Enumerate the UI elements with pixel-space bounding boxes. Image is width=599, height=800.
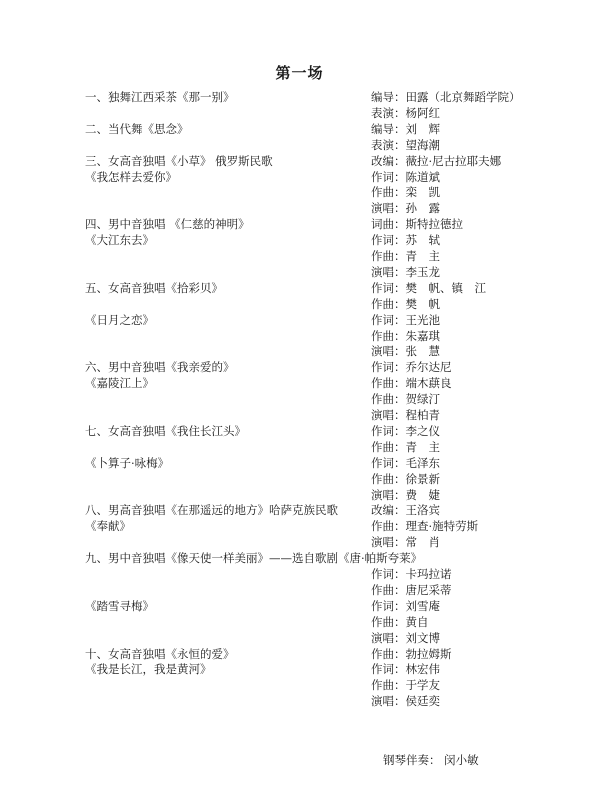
credit-line: 演唱：张 慧 xyxy=(371,344,440,359)
credit-line: 演唱：孙 露 xyxy=(371,201,440,216)
credit-line: 作词：李之仪 xyxy=(371,423,440,438)
credit-line: 作曲：徐景新 xyxy=(371,471,440,486)
credit-line: 编导：刘 辉 xyxy=(371,121,440,136)
program-item: 《奉献》 xyxy=(85,519,131,534)
program-item: 一、独舞江西采茶《那一别》 xyxy=(85,90,235,104)
credit-line: 作曲：勃拉姆斯 xyxy=(371,646,452,661)
credit-line: 作词：乔尔达尼 xyxy=(371,360,452,375)
credit-line: 作词：陈道斌 xyxy=(371,169,440,184)
program-item: 八、男高音独唱《在那遥远的地方》哈萨克族民歌 xyxy=(85,503,338,518)
program-item: 《嘉陵江上》 xyxy=(85,376,154,391)
credit-line: 作词：林宏伟 xyxy=(371,662,440,677)
credit-line: 演唱：常 肖 xyxy=(371,535,440,550)
program-item: 三、女高音独唱《小草》 俄罗斯民歌 xyxy=(85,153,273,168)
credit-line: 作曲：樊 帆 xyxy=(371,296,440,311)
credit-line: 改编：薇拉·尼古拉耶夫娜 xyxy=(371,153,502,168)
credit-line: 演唱：侯廷奕 xyxy=(371,694,440,709)
credit-line: 作曲：理查·施特劳斯 xyxy=(371,519,479,534)
program-item: 四、男中音独唱 《仁慈的神明》 xyxy=(85,217,250,232)
credit-line: 改编：王洛宾 xyxy=(371,503,440,518)
program-item: 《日月之恋》 xyxy=(85,312,154,327)
credit-line: 作词：樊 帆、镇 江 xyxy=(371,280,486,295)
credit-line: 表演：望海潮 xyxy=(371,137,440,152)
credit-line: 演唱：刘文博 xyxy=(371,630,440,645)
program-item: 七、女高音独唱《我住长江头》 xyxy=(85,423,246,438)
credit-line: 演唱：费 婕 xyxy=(371,487,440,502)
credit-line: 作词：刘雪庵 xyxy=(371,598,440,613)
credit-line: 作曲：黄自 xyxy=(371,614,429,629)
credit-line: 作词：苏 轼 xyxy=(371,233,440,248)
program-item: 五、女高音独唱《拾彩贝》 xyxy=(85,280,223,295)
piano-accompanist: 钢琴伴奏： 闵小敏 xyxy=(383,753,479,767)
credit-line: 编导：田露（北京舞蹈学院） xyxy=(371,90,521,104)
program-title: 第一场 xyxy=(275,64,324,82)
credit-line: 作曲：于学友 xyxy=(371,678,440,693)
credit-line: 作词：毛泽东 xyxy=(371,455,440,470)
credit-line: 作曲：唐尼采蒂 xyxy=(371,582,452,597)
credit-line: 作曲：贺绿汀 xyxy=(371,392,440,407)
program-item: 《我是长江，我是黄河》 xyxy=(85,662,212,677)
credit-line: 词曲：斯特拉德拉 xyxy=(371,217,463,232)
credit-line: 作词：王光池 xyxy=(371,312,440,327)
program-item: 《卜算子·咏梅》 xyxy=(85,455,170,470)
credit-line: 表演：杨阿红 xyxy=(371,105,440,120)
credit-line: 演唱：程柏青 xyxy=(371,408,440,422)
credit-line: 作曲：端木蕻良 xyxy=(371,376,452,391)
credit-line: 作曲：栾 凯 xyxy=(371,185,440,200)
program-item: 《踏雪寻梅》 xyxy=(85,598,154,613)
credit-line: 作词：卡玛拉诺 xyxy=(371,567,452,581)
credit-line: 作曲：青 主 xyxy=(371,249,440,263)
program-item: 二、当代舞《思念》 xyxy=(85,121,189,136)
credit-line: 演唱：李玉龙 xyxy=(371,264,440,279)
program-item: 十、女高音独唱《永恒的爱》 xyxy=(85,646,235,661)
program-item: 六、男中音独唱《我亲爱的》 xyxy=(85,360,235,375)
credit-line: 作曲：朱嘉琪 xyxy=(371,328,440,343)
program-item: 《我怎样去爱你》 xyxy=(85,169,177,184)
program-item: 九、男中音独唱《像天使一样美丽》——选自歌剧《唐·帕斯夸莱》 xyxy=(85,551,423,566)
program-item: 《大江东去》 xyxy=(85,233,154,248)
credit-line: 作曲：青 主 xyxy=(371,439,440,454)
